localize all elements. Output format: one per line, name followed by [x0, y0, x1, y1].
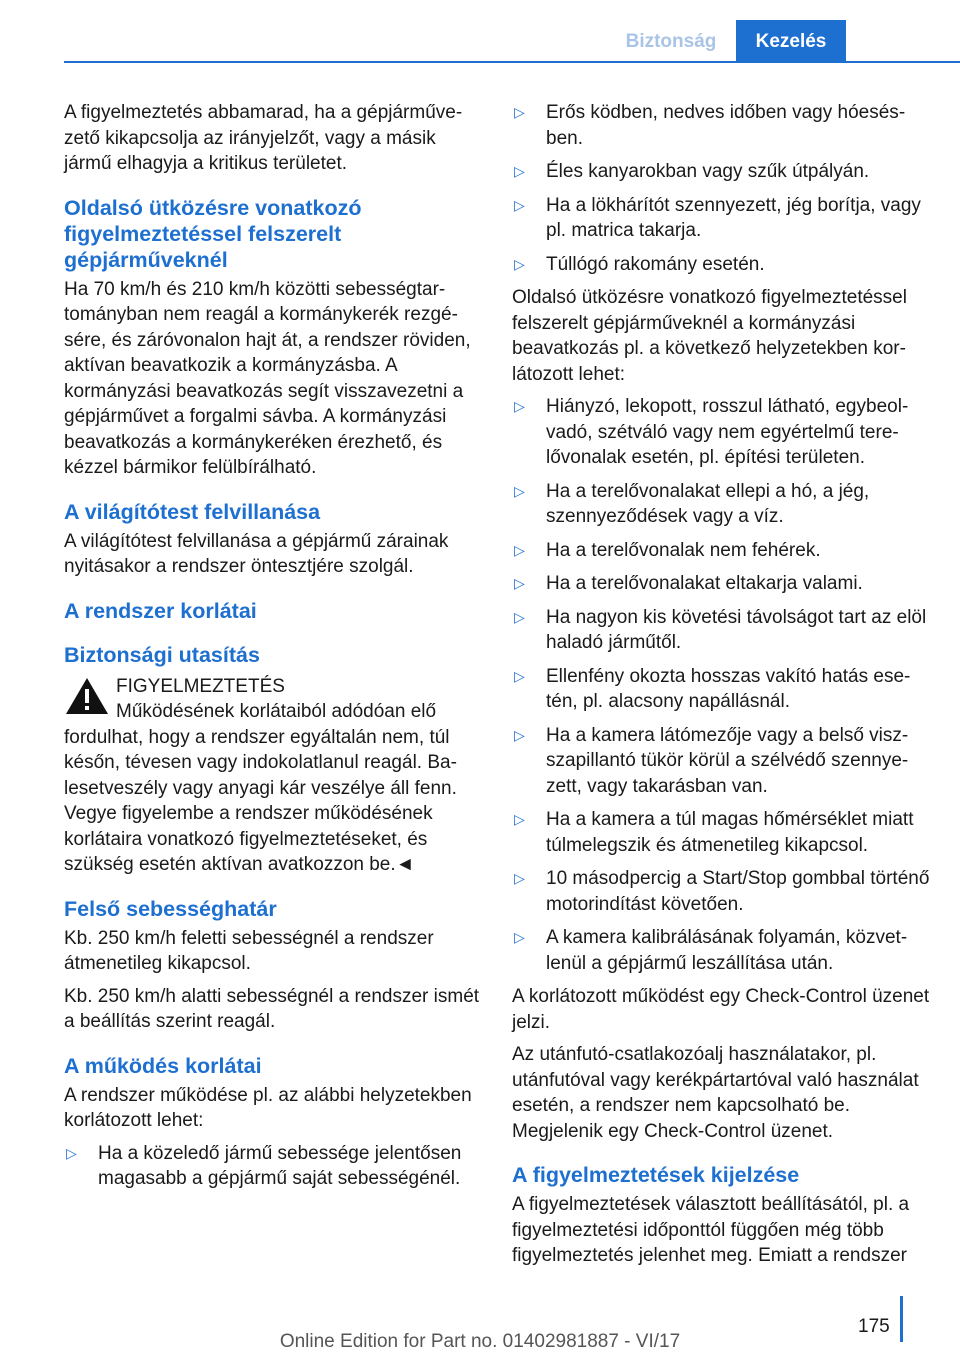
header-tab-chapter[interactable]: Kezelés: [736, 20, 846, 62]
bullet-triangle-icon: ▷: [514, 163, 525, 179]
paragraph-light-flash: A világítótest felvillanása a gépjármű zárainak nyitásakor a rendszer öntesztjére szolgál.: [64, 530, 449, 577]
warning-triangle-icon: [64, 676, 110, 716]
heading-side-collision: Oldalsó ütközésre vonatkozó figyelmeztetéssel felszerelt gépjárműveknél: [64, 195, 362, 272]
paragraph-warning-display: A figyelmeztetések választott beállításától, pl. a figyelmeztetési időponttól függően még több figyelmeztetés jelenhet meg. Emiatt a rendszer: [512, 1194, 910, 1266]
heading-speed-limit: Felső sebességhatár: [64, 896, 277, 921]
list-item: ▷ Erős ködben, nedves időben vagy hóesésben.: [514, 102, 906, 149]
list-item: ▷ Ellenfény okozta hosszas vakító hatás esetén, pl. alacsony napállásnál.: [514, 665, 911, 712]
right-limit-list-1: [512, 100, 932, 277]
list-item: ▷ Ha a terelővonalakat ellepi a hó, a jég, szennyeződések vagy a víz.: [514, 480, 870, 527]
bullet-triangle-icon: ▷: [514, 541, 525, 558]
bullet-triangle-icon: ▷: [514, 667, 525, 684]
paragraph-side-collision: Ha 70 km/h és 210 km/h közötti sebességtartományban nem reagál a kormánykerék rezgésére, és záróvonalon hajt át, a rendszer röviden, aktívan beavatkozik a kormányzásba. A kormányzási beavatkozás segít visszavezetni a gépjárművet a forgalmi sávba. A kormányzási beavatkozás a kormánykeréken érezhető, és kézzel bármikor felülbírálható.: [64, 278, 471, 478]
paragraph-intro: A figyelmeztetés abbamarad, ha a gépjárművezető kikapcsolja az irányjelzőt, vagy a másik jármű elhagyja a kritikus területet.: [64, 102, 463, 174]
list-item: ▷ 10 másodpercig a Start/Stop gombbal történő motorindítást követően.: [514, 868, 930, 915]
warning-text: fordulhat, hogy a rendszer egyáltalán nem, túl későn, tévesen vagy indokolatlanul reagál. Balesetveszély vagy anyagi kár veszélye áll fenn. Vegye figyelembe a rendszer működésének korlátaira vonatkozó figyelmeztetéseket, és szükség esetén aktívan avatkozzon be.◄: [64, 726, 457, 875]
bullet-triangle-icon: ▷: [514, 255, 525, 272]
warning-first-line: Működésének korlátaiból adódóan elő: [116, 701, 437, 722]
heading-system-limits: A rendszer korlátai: [64, 598, 257, 623]
header-tab-section[interactable]: Biztonság: [625, 31, 717, 52]
list-item: ▷ Éles kanyarokban vagy szűk útpályán.: [512, 159, 932, 185]
list-item: ▷ Ha a lökhárítót szennyezett, jég borítja, vagy pl. matrica takarja.: [514, 194, 921, 241]
warning-title: FIGYELMEZTETÉS: [116, 675, 285, 697]
right-limit-list-2: [512, 394, 932, 976]
bullet-triangle-icon: ▷: [514, 575, 525, 591]
bullet-triangle-icon: ▷: [514, 482, 525, 499]
paragraph-check-control: A korlátozott működést egy Check-Control üzenet jelzi.: [512, 986, 930, 1033]
bullet-triangle-icon: ▷: [66, 1144, 77, 1161]
list-item: ▷ Ha a terelővonalak nem fehérek.: [512, 538, 932, 564]
heading-light-flash: A világítótest felvillanása: [64, 499, 321, 524]
list-item: ▷ Ha nagyon kis követési távolságot tart az elöl haladó járműtől.: [514, 606, 927, 653]
list-item: ▷ Ha a kamera látómezője vagy a belső viszszapillantó tükör körül a szélvédő szennyezett, vagy takarásban van.: [514, 724, 909, 797]
bullet-triangle-icon: ▷: [514, 196, 525, 213]
list-item: ▷ Ha a közeledő jármű sebessége jelentősen magasabb a gépjármű saját sebességénél.: [66, 1142, 462, 1189]
bullet-triangle-icon: ▷: [514, 870, 525, 886]
bullet-triangle-icon: ▷: [514, 929, 525, 945]
list-item: ▷ A kamera kalibrálásának folyamán, közvetlenül a gépjármű leszállítása után.: [514, 927, 908, 974]
paragraph-operation-limits: A rendszer működése pl. az alábbi helyzetekben korlátozott lehet:: [64, 1084, 472, 1131]
page-number: 175: [858, 1316, 890, 1337]
left-limit-list: [64, 1141, 484, 1192]
list-item: ▷ Ha a terelővonalakat eltakarja valami.: [512, 571, 932, 597]
list-item: ▷ Túllógó rakomány esetén.: [512, 252, 932, 278]
heading-warning-display: A figyelmeztetések kijelzése: [512, 1163, 800, 1187]
bullet-triangle-icon: ▷: [514, 726, 525, 743]
list-item: ▷ Ha a kamera a túl magas hőmérséklet miatt túlmelegszik és átmenetileg kikapcsol.: [514, 809, 914, 856]
bullet-triangle-icon: ▷: [514, 608, 525, 625]
paragraph-steering-limits: Oldalsó ütközésre vonatkozó figyelmeztetéssel felszerelt gépjárműveknél a kormányzási beavatkozás pl. a következő helyzetekben korlátozott lehet:: [512, 287, 907, 385]
heading-operation-limits: A működés korlátai: [64, 1053, 262, 1078]
paragraph-trailer: Az utánfutó-csatlakozóalj használatakor, pl. utánfutóval vagy kerékpártartóval való használat esetén, a rendszer nem kapcsolható be. Megjelenik egy Check-Control üzenet.: [512, 1044, 919, 1142]
bullet-triangle-icon: ▷: [514, 398, 525, 414]
paragraph-speed-below: Kb. 250 km/h alatti sebességnél a rendszer ismét a beállítás szerint reagál.: [64, 985, 480, 1032]
bullet-triangle-icon: ▷: [514, 104, 525, 120]
list-item: ▷ Hiányzó, lekopott, rosszul látható, egybeolvadó, szétváló vagy nem egyértelmű terelővonalak esetén, pl. építési területen.: [514, 396, 909, 468]
heading-safety-note: Biztonsági utasítás: [64, 642, 260, 667]
right-column: [512, 100, 932, 1276]
paragraph-speed-above: Kb. 250 km/h feletti sebességnél a rendszer átmenetileg kikapcsol.: [64, 927, 434, 974]
footer-edition: Online Edition for Part no. 01402981887 - VI/17: [279, 1331, 681, 1352]
warning-block: [64, 674, 484, 878]
bullet-triangle-icon: ▷: [514, 811, 525, 827]
left-column: [64, 100, 484, 1200]
